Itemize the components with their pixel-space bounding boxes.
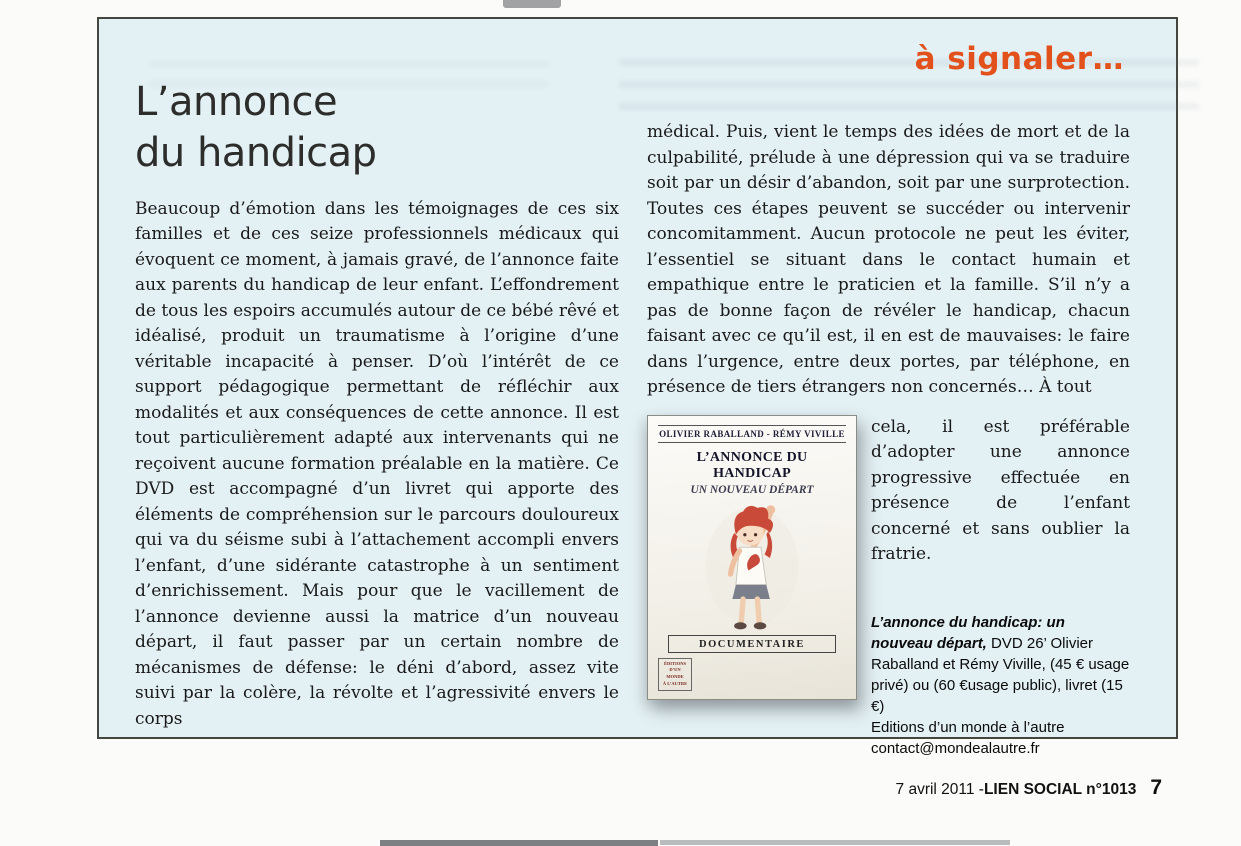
article-title — [135, 77, 619, 179]
footer-date: 7 avril 2011 - — [895, 781, 984, 798]
article-body-right: médical. Puis, vient le temps des idées de mort et de la culpabilité, prélude à une dépression qui va se traduire soit par un désir d’abandon, soit par une surprotection. Toutes ces étapes peuvent se succéder ou intervenir concomitamment. Aucun protocole ne peut les éviter, l’essentiel se situant dans le contact humain et empathique entre le praticien et la famille. S’il n’y a pas de bonne façon de révéler le handicap, chacun faisant avec ce qu’il est, il en est de mauvaises: le faire dans l’urgence, entre deux portes, par téléphone, en présence de tiers étrangers non concernés… À tout — [647, 122, 1130, 397]
footer-page-number: 7 — [1150, 776, 1162, 799]
column-right — [647, 19, 1130, 759]
section-label: à signaler… — [914, 41, 1124, 77]
dvd-subtitle: UN NOUVEAU DÉPART — [690, 483, 814, 496]
publisher-line: À L’AUTRE — [662, 680, 688, 686]
caption-details: DVD 26’ Olivier Raballand et Rémy Viville, (45 € usage privé) ou (60 €usage public), livret (15 €) — [871, 634, 1130, 715]
dvd-publisher-logo — [658, 658, 692, 691]
publisher-line: ÉDITIONS — [663, 660, 686, 666]
caption-email: contact@mondealautre.fr — [871, 739, 1040, 757]
scan-artifact-bottom — [660, 840, 1010, 845]
article-body-left: Beaucoup d’émotion dans les témoignages de ces six familles et de ces seize professionnels médicaux qui évoquent ce moment, à jamais gravé, de l’annonce faite aux parents du handicap de leur enfant. L’effondrement de tous les espoirs accumulés autour de ce bébé rêvé et idéalisé, produit un traumatisme à l’origine d’une véritable incapacité à penser. D’où l’intérêt de ce support pédagogique permettant de réfléchir aux modalités et aux conséquences de cette annonce. Il est tout particulièrement adapté aux intervenants qui ne reçoivent aucune formation préalable en la matière. Ce DVD est accompagné d’un livret qui apporte des éléments de compréhension sur le parcours douloureux qui va du séisme subi à l’attachement accompli envers l’enfant, d’une sidérante catastrophe à un sentiment d’enrichissement. Mais pour que le vacillement de l’annonce devienne aussi la matrice d’un nouveau départ, il faut passer par un certain nombre de mécanismes de défense: le déni d’abord, assez vite suivi par la colère, la révolte et l’agressivité envers le corps — [135, 198, 619, 729]
scan-artifact-bottom — [380, 840, 658, 846]
dvd-cover — [647, 415, 857, 700]
article-body-wrap: cela, il est préférable d’adopter une annonce progressive effectuée en présence de l’enfant concerné et sans oublier la fratrie. — [871, 416, 1130, 564]
article-title-line1: L’annonce — [135, 79, 338, 125]
column-left — [135, 19, 619, 759]
article-title-line2: du handicap — [135, 129, 377, 176]
media-right-column — [871, 415, 1130, 759]
media-block — [647, 415, 1130, 759]
footer-journal-name: LIEN SOCIAL n°1013 — [983, 781, 1137, 798]
scan-artifact-top — [503, 0, 561, 8]
dvd-cover-illustration — [693, 499, 811, 633]
dvd-title: L’ANNONCE DU HANDICAP — [696, 449, 808, 481]
dvd-authors: OLIVIER RABALLAND - RÉMY VIVILLE — [658, 425, 846, 443]
dvd-caption — [871, 612, 1130, 759]
publisher-line: D’UN MONDE — [666, 667, 684, 679]
caption-title: L’annonce du handicap: un nouveau départ, — [871, 613, 1065, 652]
publisher-logo-box — [658, 658, 692, 691]
page-footer — [896, 776, 1162, 800]
dvd-genre-label: DOCUMENTAIRE — [668, 635, 835, 653]
article-panel — [97, 17, 1178, 757]
article-columns — [135, 19, 1130, 759]
caption-publisher: Editions d’un monde à l’autre — [871, 718, 1065, 736]
